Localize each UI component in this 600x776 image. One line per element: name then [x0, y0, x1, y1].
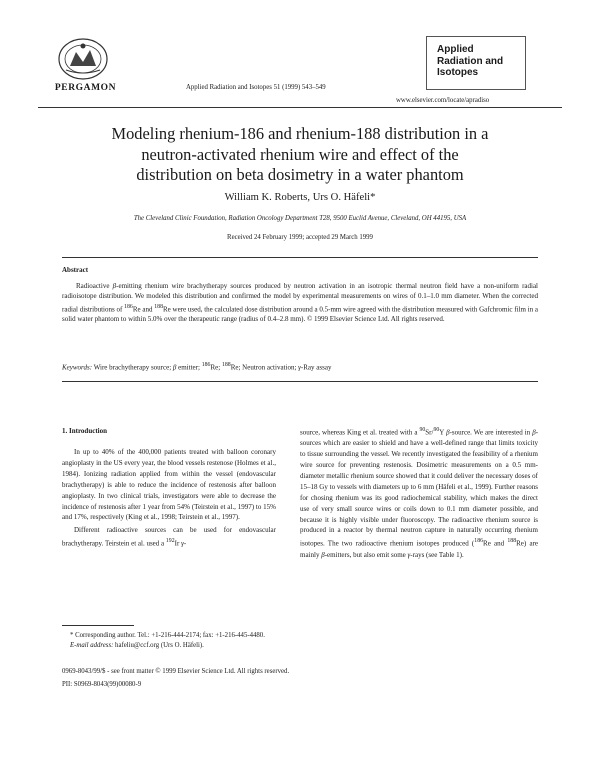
- paragraph: source, whereas King et al. treated with a $^{90}$Sr/$^{90}$Y β-source. We are interested in β-sources which are easier to shield and have a well-defined range that limits toxicity to tissue surrounding the vessel. We recently investigated the feasibility of a rhenium wire source for preventing restenosis. Dosimetric measurements on a 0.5 mm-diameter metallic rhenium source showed that it could deliver the necessary doses of 15–18 Gy to vessels with diameters up to 6 mm (Häfeli et al., 1999). Further reasons for chosing rhenium was its good radiochemical stability, which makes the direct use of very small source wires or coils down to 0.1 mm diameter possible, and because it is highly visible under fluoroscopy. The radioactive rhenium source is produced in a reactor by thermal neutron capture in naturally occurring rhenium isotopes. The two radioactive rhenium isotopes produced ($^{186}$Re and $^{188}$Re) are mainly β-emitters, but also emit some γ-rays (see Table 1).: [300, 427, 539, 559]
- affiliation: The Cleveland Clinic Foundation, Radiation Oncology Department T28, 9500 Euclid Avenue, Cleveland, OH 44195, USA: [133, 215, 467, 222]
- received-dates: Received 24 February 1999; accepted 29 March 1999: [227, 234, 373, 241]
- publisher-logo: [38, 36, 133, 96]
- journal-title-box: [426, 36, 526, 90]
- pii-line: PII: S0969-8043(99)00080-9: [62, 681, 142, 688]
- right-column-text: [300, 425, 538, 561]
- article-title: Modeling rhenium-186 and rhenium-188 distribution in a neutron-activated rhenium wire and effect of the distribution on beta dosimetry in a water phantom: [111, 124, 489, 184]
- abstract-text: Radioactive β-emitting rhenium wire brachytherapy sources produced by neutron activation in an isotropic thermal neutron field have a non-uniform radial radioisotope distribution. We modeled this distribution and confirmed the model by experimental measurements on wires of 0.1–1.0 mm diameter. When the corrected radial distributions of $^{186}$Re and $^{188}$Re were used, the calculated dose distribution around a 0.5-mm wire agreed with the distribution measured with Gafchromic film in a solid water phantom to within 5.0% over the therapeutic range (radius of 0.4–2.8 mm). © 1999 Elsevier Science Ltd. All rights reserved.: [62, 282, 539, 324]
- keywords-label: Keywords:: [62, 363, 93, 372]
- publisher-name: PERGAMON: [54, 83, 117, 93]
- paragraph: Different radioactive sources can be used for endovascular brachytherapy. Teirstein et al. used a $^{192}$Ir γ-: [62, 526, 276, 548]
- journal-url[interactable]: www.elsevier.com/locate/apradiso: [396, 97, 490, 104]
- authors: William K. Roberts, Urs O. Häfeli*: [224, 192, 376, 203]
- paragraph: In up to 40% of the 400,000 patients treated with balloon coronary angioplasty in the US every year, the blood vessels restenose (Holmes et al., 1984). Ionizing radiation applied from within the vessel (endovascular brachytherapy) is able to reduce the incidence of restenosis after balloon angioplasty. In two clinical trials, investigators were able to decrease the incidence of restenosis after 1 year from 54% (Teirstein et al., 1997) to 15% and 17%, respectively (King et al., 1998; Teirstein et al., 1997).: [62, 448, 276, 522]
- keywords: Keywords: Wire brachytherapy source; β emitter; $^{186}$Re; $^{188}$Re; Neutron activation; γ-Ray assay: [62, 362, 332, 372]
- copyright-line: 0969-8043/99/$ - see front matter © 1999 Elsevier Science Ltd. All rights reserved.: [62, 668, 290, 675]
- footnote: [62, 631, 276, 650]
- journal-citation: Applied Radiation and Isotopes 51 (1999) 543–549: [186, 84, 326, 91]
- corresponding-author: * Corresponding author. Tel.: +1-216-444-2174; fax: +1-216-445-4480.: [70, 632, 265, 639]
- abstract-top-divider: [62, 257, 538, 258]
- section-heading-introduction: 1. Introduction: [62, 427, 107, 435]
- journal-name: Applied Radiation and Isotopes: [437, 44, 504, 78]
- abstract-heading: Abstract: [62, 266, 89, 274]
- abstract-bottom-divider: [62, 381, 538, 382]
- footnote-divider: [62, 625, 134, 626]
- author-email: E-mail address: hafeliu@ccf.org (Urs O. Häfeli).: [70, 641, 204, 649]
- header-divider: [38, 107, 562, 108]
- left-column-text: [62, 447, 276, 551]
- pergamon-emblem-icon: [56, 36, 110, 82]
